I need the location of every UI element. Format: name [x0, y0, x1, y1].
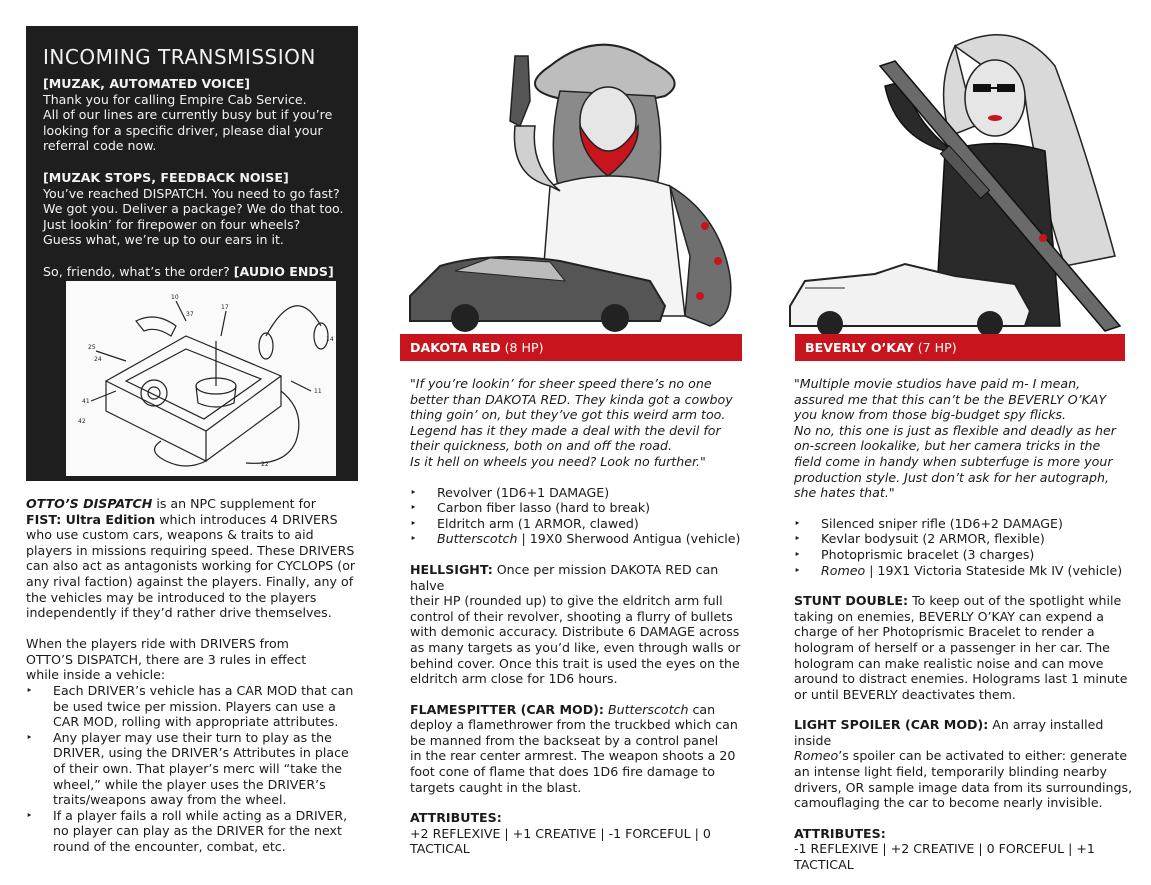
quote-line: better than DAKOTA RED. They kinda got a cowboy	[410, 391, 733, 407]
trait-line: hologram of herself or a passenger in her car. The	[794, 639, 1110, 655]
mod-title: FLAMESPITTER (CAR MOD):	[410, 701, 604, 717]
svg-text:24: 24	[94, 356, 102, 363]
quote-line: assured me that this can’t be the BEVERLY O’KAY	[794, 391, 1107, 407]
svg-text:42: 42	[78, 418, 86, 425]
mod-line: be manned from the backseat by a control panel	[410, 732, 719, 748]
trait-line: around to distract enemies. Holograms last 1 minute	[794, 671, 1128, 687]
gear-item-vehicle	[410, 531, 745, 547]
driver-gear-list	[410, 485, 745, 547]
quote-line: their quickness, both on and off the road.	[410, 438, 672, 454]
gear-item: ‣ Silenced sniper rifle (1D6+2 DAMAGE)	[794, 516, 1139, 532]
rule-item: ‣ Any player may use their turn to play as the DRIVER, using the DRIVER’s Attributes in place of their own. That player’s merc will “take the wheel,” while the player uses the DRIVER’s traits/weapons away from the wheel.	[26, 730, 358, 808]
svg-text:41: 41	[82, 398, 90, 405]
svg-text:22: 22	[261, 461, 269, 468]
patent-telephone-illustration	[66, 281, 336, 476]
driver-gear-list	[794, 516, 1139, 578]
intro-text: is an NPC supplement for	[152, 496, 316, 511]
driver-car-mod	[410, 702, 745, 796]
vehicle-name: Romeo	[821, 562, 866, 578]
svg-text:10: 10	[171, 294, 179, 301]
driver-quote	[410, 376, 745, 470]
trait-line: behind cover. Once this trait is used the eyes on the	[410, 655, 740, 671]
driver-name: BEVERLY O’KAY	[805, 340, 914, 355]
transmission-tag: [MUZAK, AUTOMATED VOICE]	[43, 76, 251, 91]
rules-list	[26, 683, 358, 855]
transmission-paragraph-3	[43, 264, 348, 280]
trait-line: as many targets as you’d like, even through walls or	[410, 639, 741, 655]
attributes-values: -1 REFLEXIVE | +2 CREATIVE | 0 FORCEFUL | +1 TACTICAL	[794, 841, 1095, 873]
transmission-line: Thank you for calling Empire Cab Service.	[43, 91, 307, 107]
trait-line: control of their revolver, shooting a flurry of bullets	[410, 608, 733, 624]
trait-line: taking on enemies, BEVERLY O’KAY can expend a	[794, 608, 1104, 624]
driver-name: DAKOTA RED	[410, 340, 501, 355]
rule-item: ‣ Each DRIVER’s vehicle has a CAR MOD that can be used twice per mission. Players can use a CAR MOD, rolling with appropriate attributes.	[26, 683, 358, 730]
transmission-paragraph-1	[43, 76, 348, 154]
beverly-okay-details	[794, 376, 1139, 873]
mod-line: foot cone of flame that does 1D6 fire damage to	[410, 764, 715, 780]
trait-line: charge of her Photoprismic Bracelet to render a	[794, 624, 1095, 640]
transmission-line: looking for a specific driver, please dial your	[43, 122, 323, 138]
svg-text:11: 11	[314, 388, 322, 395]
gear-item: ‣ Revolver (1D6+1 DAMAGE)	[410, 485, 745, 501]
vehicle-name: Butterscotch	[437, 531, 518, 547]
vehicle-desc: | 19X0 Sherwood Antigua (vehicle)	[517, 531, 741, 547]
gear-item: ‣ Photoprismic bracelet (3 charges)	[794, 547, 1139, 563]
mod-vehicle: Romeo	[794, 748, 839, 764]
mod-line: an intense light field, temporarily blinding nearby	[794, 764, 1107, 780]
transmission-tag: [MUZAK STOPS, FEEDBACK NOISE]	[43, 170, 289, 185]
mod-title: LIGHT SPOILER (CAR MOD):	[794, 717, 989, 733]
trait-line: eldritch arm close for 1D6 hours.	[410, 671, 618, 687]
gear-item-vehicle	[794, 563, 1139, 579]
mod-line: can	[688, 701, 716, 717]
mod-line: drivers, OR sample image data from its surroundings,	[794, 779, 1133, 795]
mod-line: camouflaging the car to become nearly invisible.	[794, 795, 1103, 811]
supplement-title: OTTO’S DISPATCH	[26, 496, 153, 511]
quote-line: thing goin’ on, but they’ve got this weird arm too.	[410, 407, 726, 423]
driver-attributes	[794, 826, 1139, 873]
driver-attributes	[410, 810, 745, 857]
vehicle-desc: | 19X1 Victoria Stateside Mk IV (vehicle)	[865, 562, 1123, 578]
transmission-line: Just lookin’ for firepower on four wheels?	[43, 216, 301, 232]
svg-text:37: 37	[186, 311, 194, 318]
intro-paragraph	[26, 496, 358, 621]
beverly-okay-portrait	[785, 26, 1126, 334]
dakota-red-portrait	[400, 26, 742, 334]
transmission-box	[26, 26, 358, 481]
mod-vehicle: Butterscotch	[607, 701, 689, 717]
trait-line: hologram can make realistic noise and can move	[794, 655, 1104, 671]
transmission-paragraph-2	[43, 170, 348, 248]
mod-line: deploy a flamethrower from the truckbed which can	[410, 717, 738, 733]
transmission-title: INCOMING TRANSMISSION	[43, 45, 316, 69]
rules-intro-line: When the players ride with DRIVERS from	[26, 636, 289, 651]
rules-intro	[26, 636, 358, 683]
transmission-line: You’ve reached DISPATCH. You need to go fast?	[43, 185, 340, 201]
trait-title: HELLSIGHT:	[410, 561, 493, 577]
driver-car-mod	[794, 717, 1139, 811]
quote-line: field come in handy when subterfuge is more your	[794, 453, 1113, 469]
quote-line: on-screen lookalike, but her camera tricks in the	[794, 438, 1101, 454]
quote-line: she hates that."	[794, 485, 895, 501]
dakota-red-name-band	[400, 334, 742, 361]
attributes-title: ATTRIBUTES:	[794, 825, 886, 841]
driver-hp: (8 HP)	[504, 340, 544, 355]
trait-title: STUNT DOUBLE:	[794, 593, 909, 609]
driver-trait	[794, 593, 1139, 702]
svg-text:17: 17	[221, 304, 229, 311]
dakota-red-details	[410, 376, 745, 857]
attributes-values: +2 REFLEXIVE | +1 CREATIVE | -1 FORCEFUL | 0 TACTICAL	[410, 825, 711, 857]
book-title: FIST: Ultra Edition	[26, 511, 156, 527]
driver-quote	[794, 376, 1139, 501]
trait-line: with demonic accuracy. Distribute 6 DAMAGE across	[410, 624, 740, 640]
rule-item: ‣ If a player fails a roll while acting as a DRIVER, no player can play as the DRIVER for the next round of the encounter, combat, etc.	[26, 808, 358, 855]
beverly-okay-name-band	[795, 334, 1125, 361]
trait-line: Once per mission DAKOTA RED can halve	[410, 561, 719, 593]
trait-line: their HP (rounded up) to give the eldritch arm full	[410, 593, 723, 609]
svg-text:25: 25	[88, 344, 96, 351]
gear-item: ‣ Kevlar bodysuit (2 ARMOR, flexible)	[794, 531, 1139, 547]
quote-line: Is it hell on wheels you need? Look no further."	[410, 453, 706, 469]
transmission-line: referral code now.	[43, 138, 157, 154]
mod-line: ’s spoiler can be activated to either: generate	[838, 748, 1128, 764]
transmission-line: All of our lines are currently busy but if you’re	[43, 107, 333, 123]
quote-line: "Multiple movie studios have paid m- I mean,	[794, 376, 1081, 391]
gear-item: ‣ Carbon fiber lasso (hard to break)	[410, 500, 745, 516]
quote-line: Legend has it they made a deal with the devil for	[410, 422, 721, 438]
driver-trait	[410, 562, 745, 687]
mod-line: in the rear center armrest. The weapon shoots a 20	[410, 748, 736, 764]
quote-line: "If you’re lookin’ for sheer speed there’s no one	[410, 376, 712, 391]
quote-line: No no, this one is just as flexible and deadly as her	[794, 422, 1116, 438]
transmission-tag: [AUDIO ENDS]	[233, 264, 334, 279]
quote-line: production style. Just don’t ask for her autograph,	[794, 469, 1109, 485]
svg-text:14: 14	[326, 336, 334, 343]
rules-intro-line: OTTO’S DISPATCH, there are 3 rules in effect	[26, 651, 307, 667]
mod-line: targets caught in the blast.	[410, 779, 582, 795]
driver-hp: (7 HP)	[917, 340, 957, 355]
intro-text: which introduces 4 DRIVERS who use custom cars, weapons & traits to aid players in missions requiring speed. These DRIVERS can also act as antagonists working for CYCLOPS (or any rival faction) against the players. Finally, any of the vehicles may be introduced to the players independently if they’d rather drive themselves.	[26, 511, 356, 621]
mod-line: An array installed inside	[794, 717, 1104, 748]
quote-line: you know from those big-budget spy flicks.	[794, 407, 1067, 423]
gear-item: ‣ Eldritch arm (1 ARMOR, clawed)	[410, 516, 745, 532]
transmission-line: So, friendo, what’s the order?	[43, 264, 230, 279]
attributes-title: ATTRIBUTES:	[410, 810, 502, 826]
transmission-line: We got you. Deliver a package? We do that too.	[43, 201, 344, 217]
transmission-line: Guess what, we’re up to our ears in it.	[43, 232, 284, 248]
rules-intro-line: while inside a vehicle:	[26, 667, 166, 683]
trait-line: To keep out of the spotlight while	[908, 593, 1122, 609]
trait-line: or until BEVERLY deactivates them.	[794, 686, 1016, 702]
